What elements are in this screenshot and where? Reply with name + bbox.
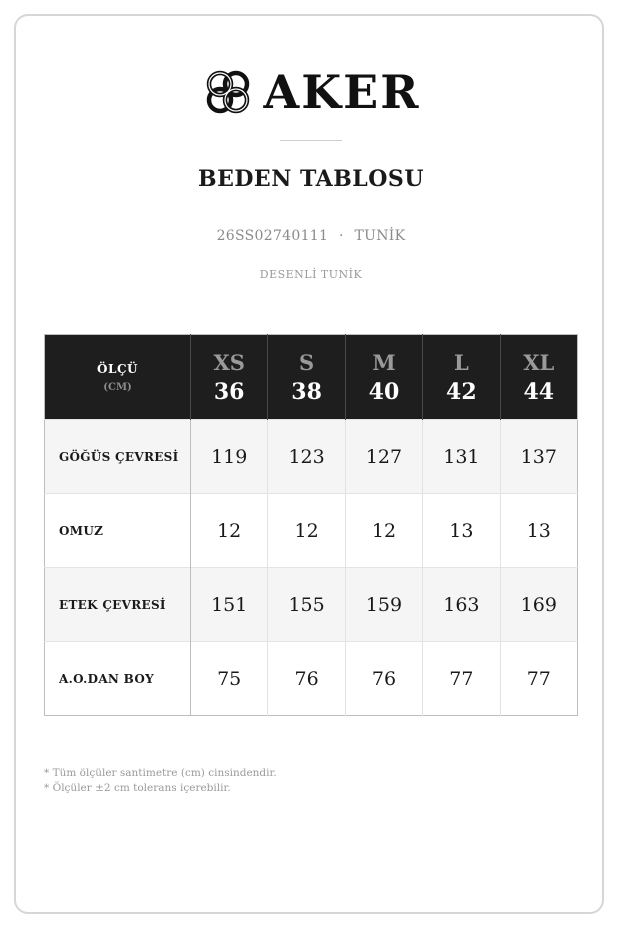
table-cell: 169 xyxy=(500,568,577,642)
size-chart-card xyxy=(14,14,604,914)
table-cell: 12 xyxy=(345,494,422,568)
size-letter: XS xyxy=(213,349,245,375)
table-cell: 123 xyxy=(268,420,345,494)
brand-logo xyxy=(16,66,606,118)
row-label: ETEK ÇEVRESİ xyxy=(45,568,191,642)
table-cell: 76 xyxy=(345,642,422,716)
knot-emblem-icon xyxy=(202,66,254,118)
product-code-line xyxy=(16,228,606,244)
product-description: DESENLİ TUNİK xyxy=(259,268,363,281)
table-cell: 77 xyxy=(500,642,577,716)
table-cell: 12 xyxy=(268,494,345,568)
size-number: 42 xyxy=(446,378,477,405)
header-label-cell xyxy=(45,335,191,420)
size-column-header xyxy=(268,335,345,420)
header-label: ÖLÇÜ xyxy=(97,361,138,376)
row-label: A.O.DAN BOY xyxy=(45,642,191,716)
table-cell: 77 xyxy=(423,642,500,716)
size-letter: L xyxy=(453,349,469,375)
table-cell: 155 xyxy=(268,568,345,642)
row-label: GÖĞÜS ÇEVRESİ xyxy=(45,420,191,494)
table-cell: 163 xyxy=(423,568,500,642)
size-letter: XL xyxy=(523,349,555,375)
size-number: 38 xyxy=(291,378,322,405)
size-column-header xyxy=(500,335,577,420)
table-cell: 131 xyxy=(423,420,500,494)
table-cell: 159 xyxy=(345,568,422,642)
size-number: 44 xyxy=(523,378,555,405)
table-cell: 137 xyxy=(500,420,577,494)
size-column-header xyxy=(423,335,500,420)
size-table xyxy=(44,334,578,716)
table-cell: 12 xyxy=(191,494,268,568)
product-code: 26SS02740111 xyxy=(216,228,329,244)
separator: · xyxy=(338,228,344,244)
table-cell: 151 xyxy=(191,568,268,642)
size-letter: S xyxy=(299,349,315,375)
table-cell: 76 xyxy=(268,642,345,716)
table-cell: 75 xyxy=(191,642,268,716)
size-number: 36 xyxy=(213,378,245,405)
size-letter: M xyxy=(372,349,396,375)
header-unit: (CM) xyxy=(103,381,132,393)
table-cell: 127 xyxy=(345,420,422,494)
table-cell: 13 xyxy=(500,494,577,568)
footnote: * Ölçüler ±2 cm tolerans içerebilir. xyxy=(44,782,231,794)
footnotes xyxy=(44,766,277,796)
page-title: BEDEN TABLOSU xyxy=(197,166,425,192)
table-cell: 119 xyxy=(191,420,268,494)
brand-name: AKER xyxy=(263,65,421,119)
table-row xyxy=(45,494,578,568)
table-row xyxy=(45,568,578,642)
size-column-header xyxy=(345,335,422,420)
table-row xyxy=(45,642,578,716)
size-column-header xyxy=(191,335,268,420)
table-cell: 13 xyxy=(423,494,500,568)
table-row xyxy=(45,420,578,494)
size-number: 40 xyxy=(368,378,400,405)
product-type: TUNİK xyxy=(354,228,406,244)
title-divider xyxy=(280,140,342,141)
row-label: OMUZ xyxy=(45,494,191,568)
footnote: * Tüm ölçüler santimetre (cm) cinsindendir. xyxy=(44,767,277,779)
size-header-row xyxy=(45,335,578,420)
